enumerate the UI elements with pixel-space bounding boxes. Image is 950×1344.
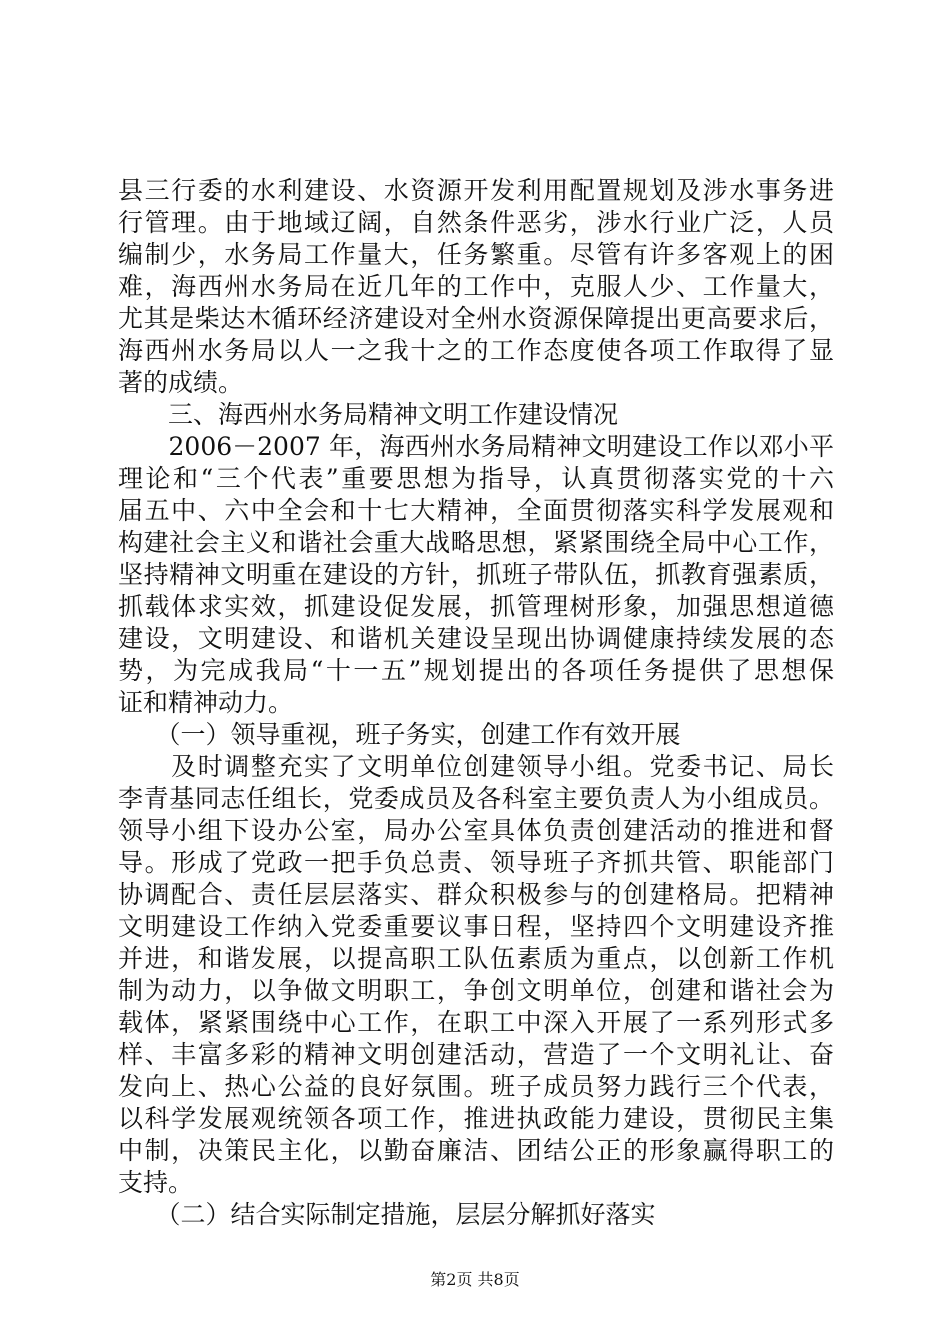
text-line: 证和精神动力。	[118, 688, 294, 717]
text-line: 导。形成了党政一把手负总责、领导班子齐抓共管、职能部门	[118, 848, 834, 877]
text-line: 2006－2007 年，海西州水务局精神文明建设工作以邓小平	[118, 432, 834, 461]
text-line: 支持。	[118, 1168, 194, 1197]
text-line: 中制，决策民主化，以勤奋廉洁、团结公正的形象赢得职工的	[118, 1136, 834, 1165]
text-line: 及时调整充实了文明单位创建领导小组。党委书记、局长	[118, 752, 834, 781]
text-line: 尤其是柴达木循环经济建设对全州水资源保障提出更高要求后，	[118, 304, 834, 333]
text-line: 海西州水务局以人一之我十之的工作态度使各项工作取得了显	[118, 336, 834, 365]
text-line: 坚持精神文明重在建设的方针，抓班子带队伍，抓教育强素质，	[118, 560, 834, 589]
text-line: 以科学发展观统领各项工作，推进执政能力建设，贯彻民主集	[118, 1104, 834, 1133]
text-line: 建设，文明建设、和谐机关建设呈现出协调健康持续发展的态	[118, 624, 834, 653]
text-line: 理论和“三个代表”重要思想为指导，认真贯彻落实党的十六	[118, 464, 834, 493]
text-line: （一）领导重视，班子务实，创建工作有效开展	[118, 720, 681, 749]
text-line: 李青基同志任组长，党委成员及各科室主要负责人为小组成员。	[118, 784, 834, 813]
text-line: 抓载体求实效，抓建设促发展，抓管理树形象，加强思想道德	[118, 592, 834, 621]
text-line: 并进，和谐发展，以提高职工队伍素质为重点，以创新工作机	[118, 944, 834, 973]
page-footer: 第2页 共8页	[430, 1270, 520, 1289]
text-line: 发向上、热心公益的良好氛围。班子成员努力践行三个代表，	[118, 1072, 834, 1101]
text-line: 难，海西州水务局在近几年的工作中，克服人少、工作量大，	[118, 272, 834, 301]
text-line: （二）结合实际制定措施，层层分解抓好落实	[118, 1200, 656, 1229]
text-line: 届五中、六中全会和十七大精神，全面贯彻落实科学发展观和	[118, 496, 834, 525]
text-line: 文明建设工作纳入党委重要议事日程，坚持四个文明建设齐推	[118, 912, 834, 941]
text-line: 著的成绩。	[118, 368, 244, 397]
text-line: 样、丰富多彩的精神文明创建活动，营造了一个文明礼让、奋	[118, 1040, 834, 1069]
text-line: 构建社会主义和谐社会重大战略思想，紧紧围绕全局中心工作，	[118, 528, 834, 557]
text-line: 载体，紧紧围绕中心工作，在职工中深入开展了一系列形式多	[118, 1008, 834, 1037]
text-line: 势，为完成我局“十一五”规划提出的各项任务提供了思想保	[118, 656, 834, 685]
text-line: 编制少，水务局工作量大，任务繁重。尽管有许多客观上的困	[118, 240, 834, 269]
text-line: 行管理。由于地域辽阔，自然条件恶劣，涉水行业广泛，人员	[118, 208, 834, 237]
document-body	[118, 175, 834, 1231]
text-line: 制为动力，以争做文明职工，争创文明单位，创建和谐社会为	[118, 976, 834, 1005]
text-line: 协调配合、责任层层落实、群众积极参与的创建格局。把精神	[118, 880, 834, 909]
text-line: 三、海西州水务局精神文明工作建设情况	[118, 400, 619, 429]
text-line: 领导小组下设办公室，局办公室具体负责创建活动的推进和督	[118, 816, 834, 845]
text-line: 县三行委的水利建设、水资源开发利用配置规划及涉水事务进	[118, 176, 834, 205]
